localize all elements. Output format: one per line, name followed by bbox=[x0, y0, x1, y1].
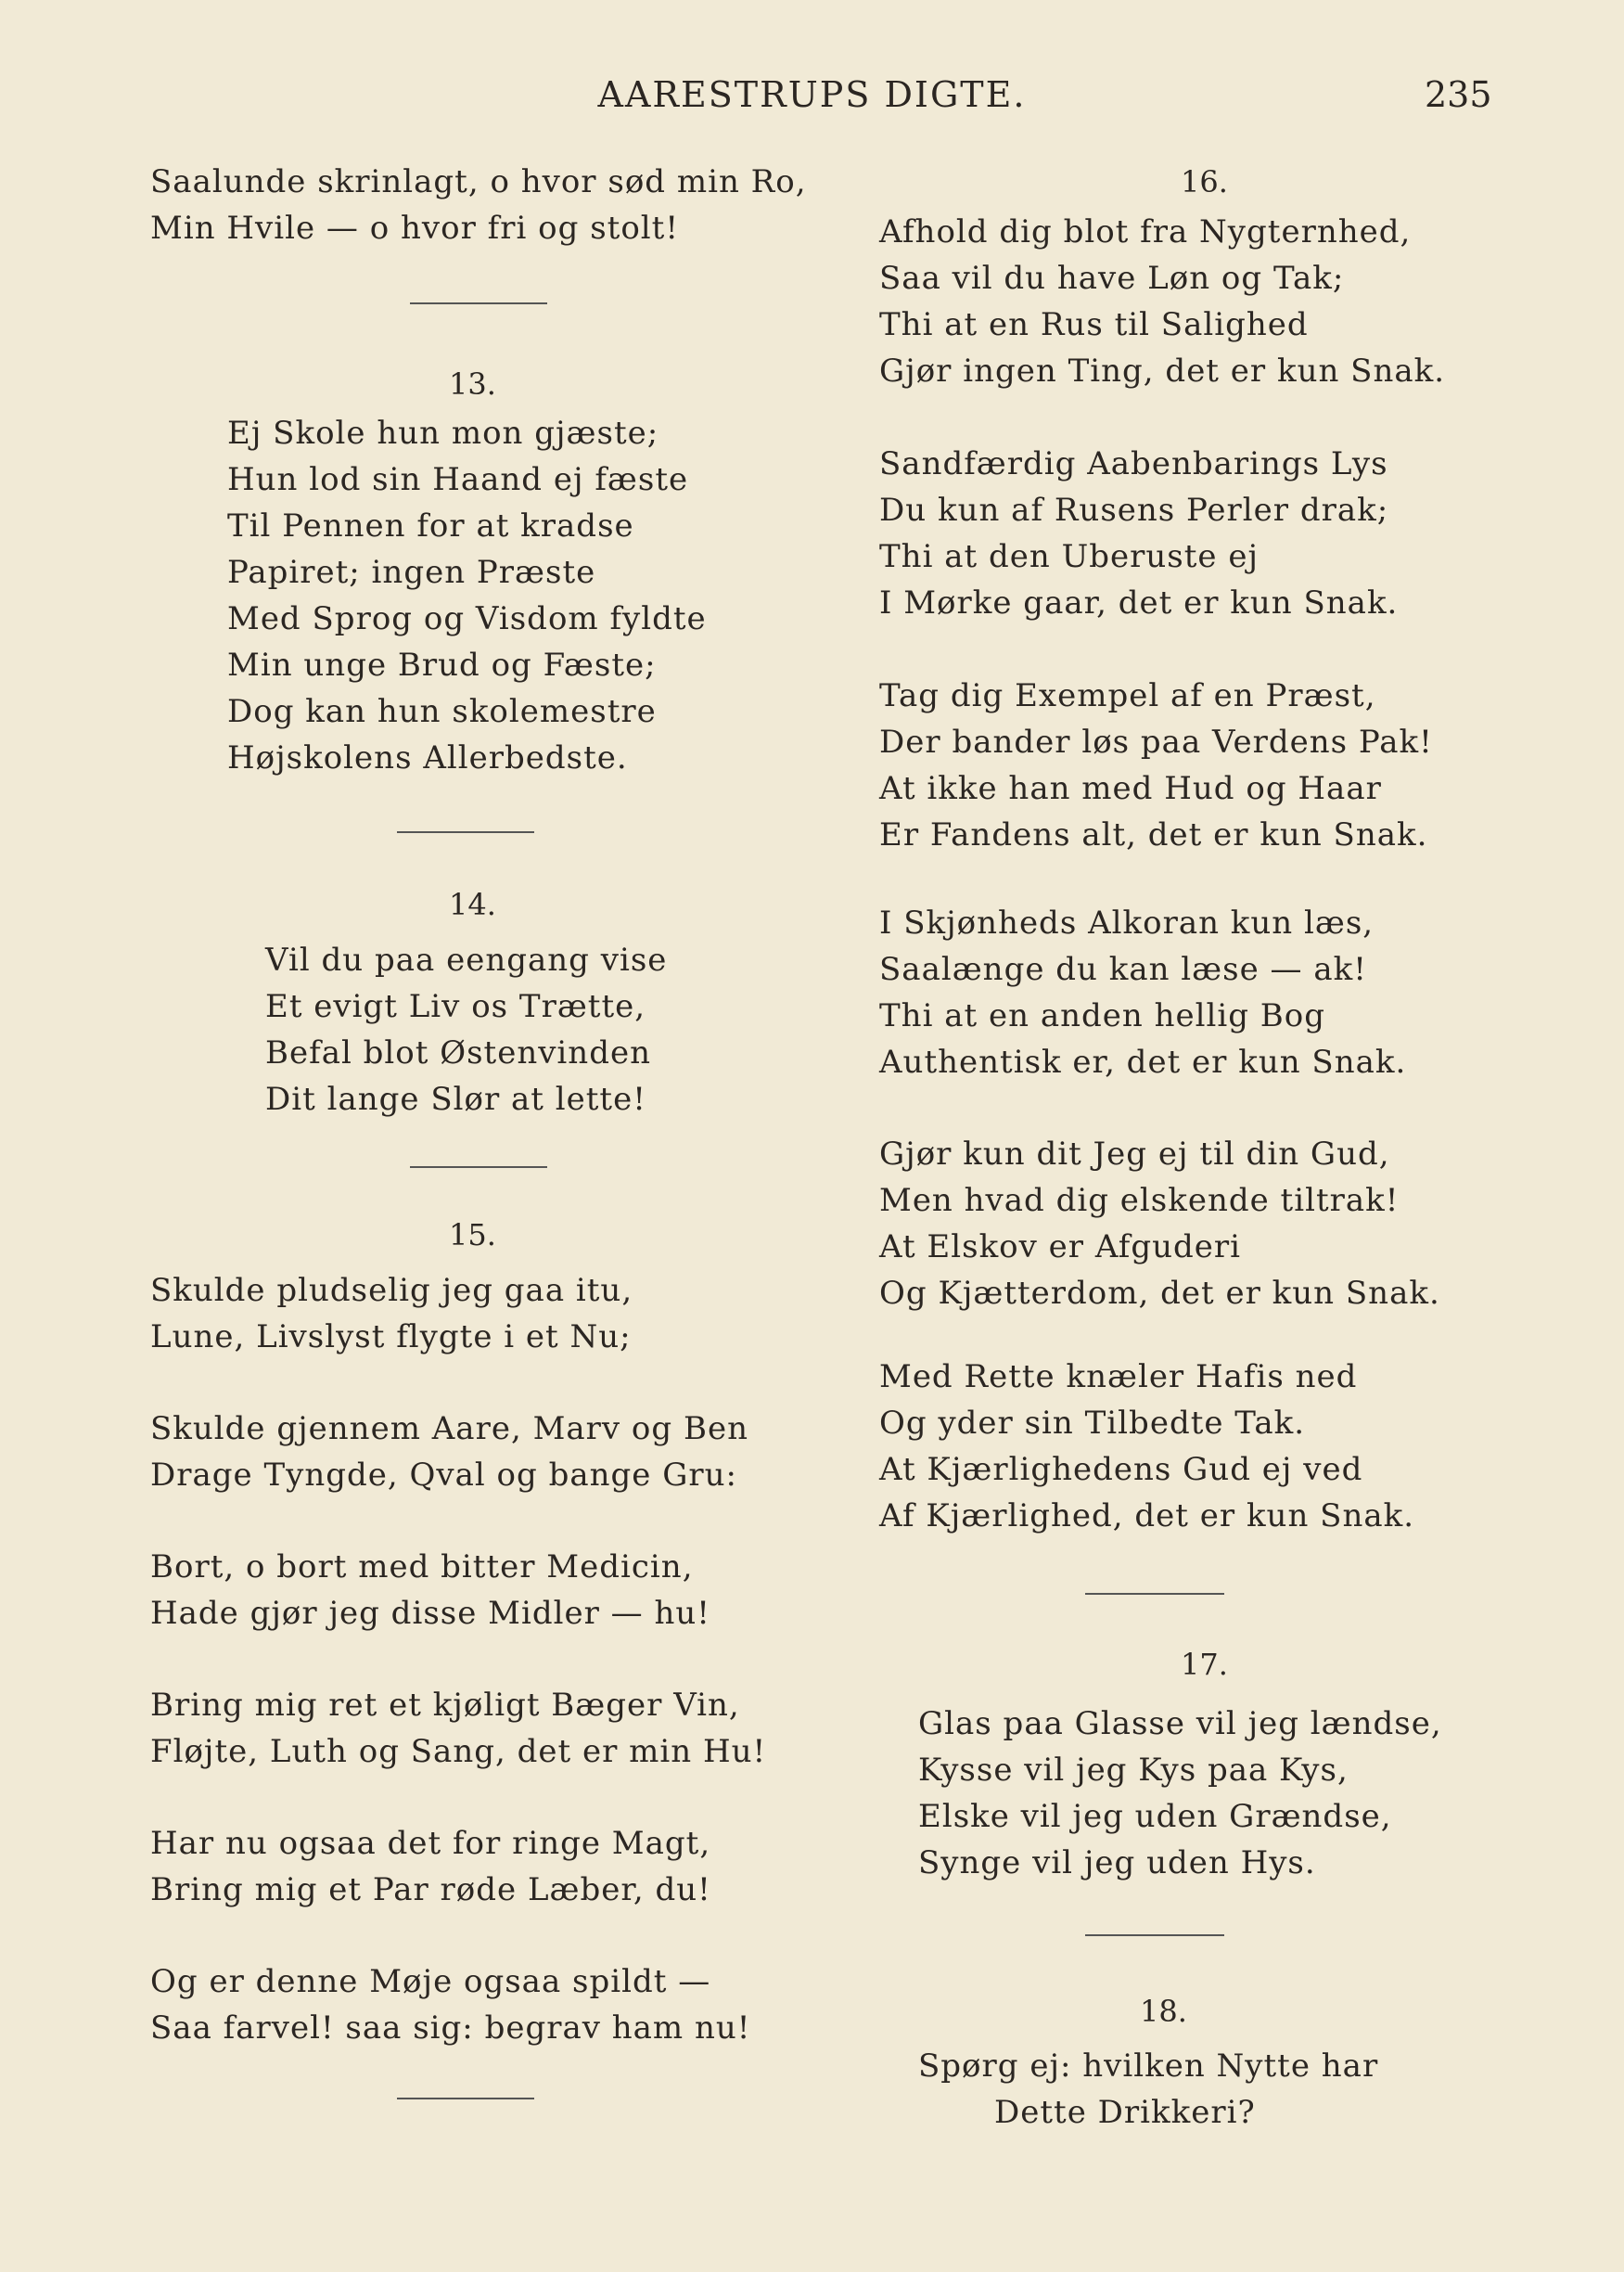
poem-line: Dog kan hun skolemestre bbox=[227, 693, 657, 730]
section-divider bbox=[397, 2098, 534, 2099]
poem-number: 18. bbox=[1140, 1994, 1187, 2029]
poem-line: Med Rette knæler Hafis ned bbox=[879, 1358, 1358, 1395]
poem-line: Vil du paa eengang vise bbox=[265, 942, 668, 979]
poem-line: Ej Skole hun mon gjæste; bbox=[227, 415, 659, 452]
poem-line: Hade gjør jeg disse Midler — hu! bbox=[150, 1595, 710, 1632]
section-divider bbox=[1085, 1593, 1224, 1595]
poem-line: Bring mig ret et kjøligt Bæger Vin, bbox=[150, 1687, 740, 1724]
poem-line: Min Hvile — o hvor fri og stolt! bbox=[150, 210, 679, 247]
poem-line: Du kun af Rusens Perler drak; bbox=[879, 492, 1389, 529]
page-header bbox=[0, 74, 1624, 121]
poem-line: At ikke han med Hud og Haar bbox=[879, 770, 1382, 807]
section-divider bbox=[1085, 1934, 1224, 1936]
poem-line: Saalænge du kan læse — ak! bbox=[879, 951, 1367, 988]
poem-line: Der bander løs paa Verdens Pak! bbox=[879, 724, 1433, 761]
poem-line: Tag dig Exempel af en Præst, bbox=[879, 677, 1376, 714]
poem-number: 14. bbox=[449, 887, 496, 922]
poem-line: Bort, o bort med bitter Medicin, bbox=[150, 1548, 694, 1585]
poem-line: Dette Drikkeri? bbox=[994, 2094, 1256, 2131]
poem-line: Thi at den Uberuste ej bbox=[879, 538, 1259, 575]
poem-line: Synge vil jeg uden Hys. bbox=[918, 1844, 1316, 1881]
poem-line: Papiret; ingen Præste bbox=[227, 554, 596, 591]
poem-line: Og er denne Møje ogsaa spildt — bbox=[150, 1963, 711, 2000]
poem-line: Authentisk er, det er kun Snak. bbox=[879, 1044, 1407, 1081]
poem-line: Lune, Livslyst flygte i et Nu; bbox=[150, 1318, 632, 1355]
poem-line: Elske vil jeg uden Grændse, bbox=[918, 1798, 1392, 1835]
poem-line: Saalunde skrinlagt, o hvor sød min Ro, bbox=[150, 163, 807, 200]
poem-number: 13. bbox=[449, 366, 496, 402]
poem-number: 17. bbox=[1181, 1647, 1228, 1682]
poem-line: Glas paa Glasse vil jeg lændse, bbox=[918, 1705, 1442, 1742]
page-number: 235 bbox=[1425, 74, 1492, 115]
poem-line: Gjør kun dit Jeg ej til din Gud, bbox=[879, 1136, 1390, 1173]
poem-line: Bring mig et Par røde Læber, du! bbox=[150, 1871, 711, 1908]
poem-line: Et evigt Liv os Trætte, bbox=[265, 988, 646, 1025]
poem-line: Afhold dig blot fra Nygternhed, bbox=[879, 213, 1412, 250]
poem-line: Saa vil du have Løn og Tak; bbox=[879, 260, 1345, 297]
section-divider bbox=[410, 302, 547, 304]
poem-line: Har nu ogsaa det for ringe Magt, bbox=[150, 1825, 711, 1862]
poem-line: Thi at en anden hellig Bog bbox=[879, 997, 1326, 1034]
poem-number: 16. bbox=[1181, 164, 1228, 199]
running-title: AARESTRUPS DIGTE. bbox=[597, 74, 1027, 115]
poem-line: Gjør ingen Ting, det er kun Snak. bbox=[879, 353, 1446, 390]
poem-line: Til Pennen for at kradse bbox=[227, 507, 634, 545]
poem-line: Befal blot Østenvinden bbox=[265, 1034, 651, 1072]
poem-line: Skulde pludselig jeg gaa itu, bbox=[150, 1272, 633, 1309]
poem-line: Thi at en Rus til Salighed bbox=[879, 306, 1309, 343]
poem-line: Fløjte, Luth og Sang, det er min Hu! bbox=[150, 1733, 767, 1770]
poem-line: Men hvad dig elskende tiltrak! bbox=[879, 1182, 1400, 1219]
poem-line: Min unge Brud og Fæste; bbox=[227, 647, 657, 684]
poem-line: I Skjønheds Alkoran kun læs, bbox=[879, 905, 1375, 942]
poem-line: Skulde gjennem Aare, Marv og Ben bbox=[150, 1410, 748, 1447]
poem-line: Med Sprog og Visdom fyldte bbox=[227, 600, 707, 637]
poem-line: Er Fandens alt, det er kun Snak. bbox=[879, 816, 1428, 854]
poem-line: Af Kjærlighed, det er kun Snak. bbox=[879, 1497, 1415, 1534]
poem-line: Kysse vil jeg Kys paa Kys, bbox=[918, 1752, 1349, 1789]
poem-line: Drage Tyngde, Qval og bange Gru: bbox=[150, 1457, 737, 1494]
poem-line: Højskolens Allerbedste. bbox=[227, 739, 628, 777]
poem-line: Sandfærdig Aabenbarings Lys bbox=[879, 445, 1388, 482]
poem-line: I Mørke gaar, det er kun Snak. bbox=[879, 584, 1399, 622]
poem-line: Dit lange Slør at lette! bbox=[265, 1081, 646, 1118]
section-divider bbox=[397, 831, 534, 833]
poem-line: Og Kjætterdom, det er kun Snak. bbox=[879, 1275, 1440, 1312]
poem-line: Saa farvel! saa sig: begrav ham nu! bbox=[150, 2009, 751, 2047]
poem-number: 15. bbox=[449, 1217, 496, 1252]
section-divider bbox=[410, 1166, 547, 1168]
poem-line: At Elskov er Afguderi bbox=[879, 1228, 1242, 1265]
poem-line: Og yder sin Tilbedte Tak. bbox=[879, 1405, 1306, 1442]
poem-line: Hun lod sin Haand ej fæste bbox=[227, 461, 689, 498]
poem-line: At Kjærlighedens Gud ej ved bbox=[879, 1451, 1363, 1488]
poem-line: Spørg ej: hvilken Nytte har bbox=[918, 2047, 1379, 2085]
